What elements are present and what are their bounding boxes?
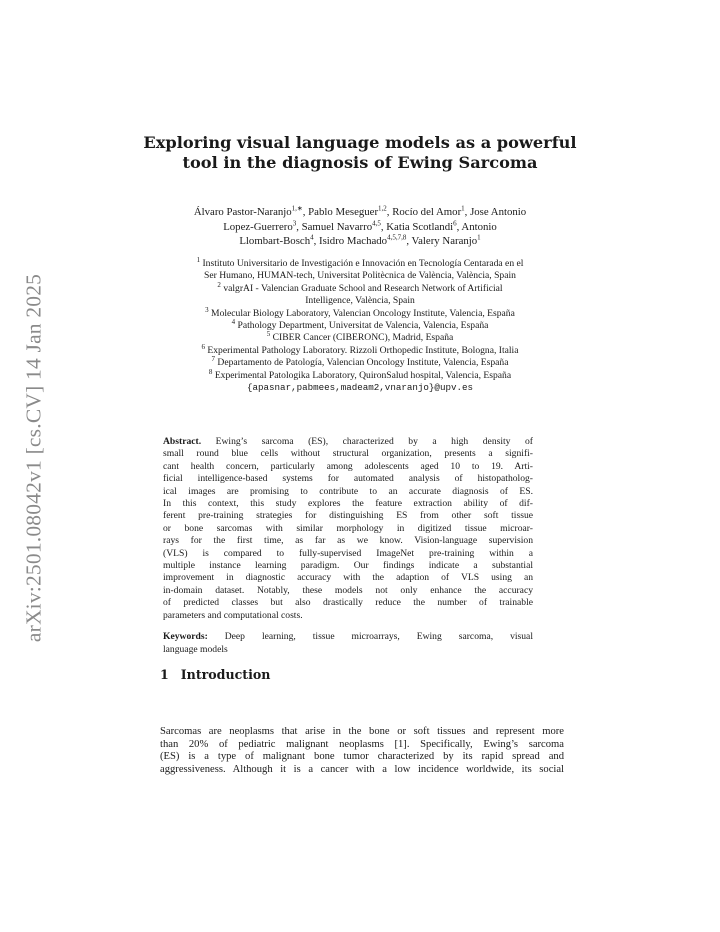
arxiv-identifier-text: arXiv:2501.08042v1 [cs.CV] 14 Jan 2025 bbox=[21, 273, 46, 643]
abstract-line: parameters and computational costs. bbox=[163, 609, 303, 621]
affiliation-text: Intelligence, València, Spain bbox=[305, 295, 415, 307]
author-affiliation-mark: 3 bbox=[292, 218, 297, 227]
abstract-line: or bone sarcomas with similar morphology in digitized tissue microar- bbox=[163, 522, 533, 534]
affiliation-text: Instituto Universitario de Investigación e Innovación en Tecnología Centarada en el bbox=[202, 258, 524, 269]
author-affiliation-mark: 6 bbox=[453, 218, 457, 227]
affiliation-number: 2 bbox=[217, 280, 221, 289]
author-affiliation-mark: 4,5 bbox=[372, 218, 381, 227]
affiliation-number: 7 bbox=[211, 355, 215, 364]
affiliation-text: valgrAI - Valencian Graduate School and Research Network of Artificial bbox=[223, 282, 503, 294]
author-name: , Pablo Meseguer bbox=[302, 206, 379, 218]
keywords-label: Keywords: bbox=[163, 631, 208, 643]
author-affiliation-mark: 1 bbox=[477, 233, 481, 242]
author-line bbox=[130, 234, 590, 249]
affiliation-text: Pathology Department, Universitat de Valencia, Valencia, España bbox=[237, 320, 489, 332]
paragraph-line: Sarcomas are neoplasms that arise in the bone or soft tissues and represent more bbox=[160, 726, 564, 737]
author-name: , Valery Naranjo bbox=[406, 235, 478, 247]
affiliation-line bbox=[150, 367, 570, 382]
affiliation-text: Ser Humano, HUMAN-tech, Universitat Politècnica de València, València, Spain bbox=[204, 270, 516, 282]
abstract-line: rays for the first time, as far as we know. Vision-language supervision bbox=[163, 535, 533, 547]
affiliation-text: Experimental Patologika Laboratory, QuironSalud hospital, Valencia, España bbox=[214, 369, 512, 381]
abstract-label: Abstract. bbox=[163, 436, 202, 447]
abstract-line: of predicted classes but also drastically reduce the number of trainable bbox=[163, 597, 533, 609]
introduction-paragraph bbox=[160, 726, 564, 776]
affiliation-number: 6 bbox=[201, 342, 205, 351]
affiliation-text: CIBER Cancer (CIBERONC), Madrid, España bbox=[272, 332, 454, 344]
section-heading bbox=[160, 667, 270, 682]
affiliation-line bbox=[150, 332, 570, 344]
abstract-line: ferent pre-training strategies for distinguishing ES from other soft tissue bbox=[163, 510, 533, 522]
author-affiliation-mark: 1 bbox=[461, 204, 465, 213]
affiliation-line bbox=[150, 295, 570, 307]
affiliation-text: Molecular Biology Laboratory, Valencian Oncology Institute, Valencia, España bbox=[211, 307, 515, 319]
author-line bbox=[130, 220, 590, 235]
author-name: , Antonio bbox=[456, 220, 497, 233]
paper-title bbox=[120, 133, 600, 173]
author-affiliation-mark: 1,∗ bbox=[291, 204, 303, 213]
author-affiliation-mark: 4 bbox=[310, 233, 314, 242]
author-list bbox=[130, 205, 590, 249]
arxiv-identifier-stamp bbox=[21, 254, 47, 662]
paragraph-line: aggressiveness. Although it is a cancer with a low incidence worldwide, its social bbox=[160, 763, 564, 775]
author-name: , Samuel Navarro bbox=[296, 220, 373, 233]
author-affiliation-mark: 4,5,7,8 bbox=[387, 233, 407, 242]
affiliation-number: 1 bbox=[196, 255, 201, 264]
abstract-line: ficial intelligence-based systems for automated analysis of histopatholog- bbox=[163, 473, 533, 485]
keywords-text: Deep learning, tissue microarrays, Ewing sarcoma, visual bbox=[207, 631, 533, 643]
affiliation-line bbox=[150, 357, 570, 369]
abstract-block bbox=[163, 436, 533, 656]
author-affiliation-mark: 1,2 bbox=[378, 204, 387, 213]
author-line bbox=[130, 205, 590, 220]
title-line: tool in the diagnosis of Ewing Sarcoma bbox=[182, 153, 538, 172]
section-title: Introduction bbox=[180, 667, 271, 682]
affiliation-number: 8 bbox=[208, 367, 213, 376]
affiliation-line bbox=[150, 255, 570, 270]
affiliation-text: Experimental Pathology Laboratory. Rizzoli Orthopedic Institute, Bologna, Italia bbox=[207, 344, 519, 356]
title-line: Exploring visual language models as a powerful bbox=[143, 133, 577, 152]
affiliation-line bbox=[150, 317, 570, 332]
author-name: , Isidro Machado bbox=[313, 235, 388, 247]
keywords-line bbox=[163, 631, 533, 643]
abstract-line: ical images are promising to contribute to an accurate diagnosis of ES. bbox=[163, 485, 533, 497]
abstract-line: small round blue cells without structural organization, presents a signifi- bbox=[163, 448, 533, 460]
keywords-line: language models bbox=[163, 643, 228, 655]
affiliation-number: 5 bbox=[266, 330, 271, 339]
abstract-line: (VLS) is compared to fully-supervised ImageNet pre-training within a bbox=[163, 547, 533, 559]
affiliation-line bbox=[150, 305, 570, 320]
abstract-text: Ewing’s sarcoma (ES), characterized by a high density of bbox=[201, 436, 533, 447]
paragraph-line: (ES) is a type of malignant bone tumor characterized by its rapid spread and bbox=[160, 751, 564, 762]
abstract-line: multiple instance learning paradigm. Our findings indicate a substantial bbox=[163, 560, 533, 572]
abstract-line: In this context, this study explores the feature extraction ability of dif- bbox=[163, 498, 533, 510]
abstract-line: cant health concern, particularly among adolescents aged 10 to 19. Arti- bbox=[163, 460, 533, 472]
affiliation-list bbox=[150, 255, 570, 394]
affiliation-number: 4 bbox=[231, 317, 236, 326]
affiliation-line bbox=[150, 280, 570, 295]
abstract-line bbox=[163, 436, 533, 448]
affiliation-number: 3 bbox=[205, 305, 209, 314]
author-name: Lopez-Guerrero bbox=[223, 220, 293, 233]
author-name: , Katia Scotlandi bbox=[380, 220, 454, 233]
author-name: , Rocío del Amor bbox=[386, 206, 462, 218]
author-name: , Jose Antonio bbox=[464, 206, 527, 218]
affiliation-line bbox=[150, 270, 570, 282]
section-number: 1 bbox=[160, 667, 169, 682]
abstract-line: in-domain dataset. Notably, these models not only enhance the accuracy bbox=[163, 584, 533, 596]
affiliation-text: Departamento de Patología, Valencian Oncology Institute, Valencia, España bbox=[217, 357, 509, 369]
author-name: Álvaro Pastor-Naranjo bbox=[193, 206, 292, 218]
author-emails[interactable]: {apasnar,pabmees,madeam2,vnaranjo}@upv.es bbox=[246, 382, 474, 394]
paragraph-line: than 20% of pediatric malignant neoplasms [1]. Specifically, Ewing’s sarcoma bbox=[160, 738, 564, 750]
author-name: Llombart-Bosch bbox=[239, 235, 311, 247]
keywords-block bbox=[163, 631, 533, 656]
abstract-line: improvement in diagnostic accuracy with the adaption of VLS using an bbox=[163, 572, 533, 584]
